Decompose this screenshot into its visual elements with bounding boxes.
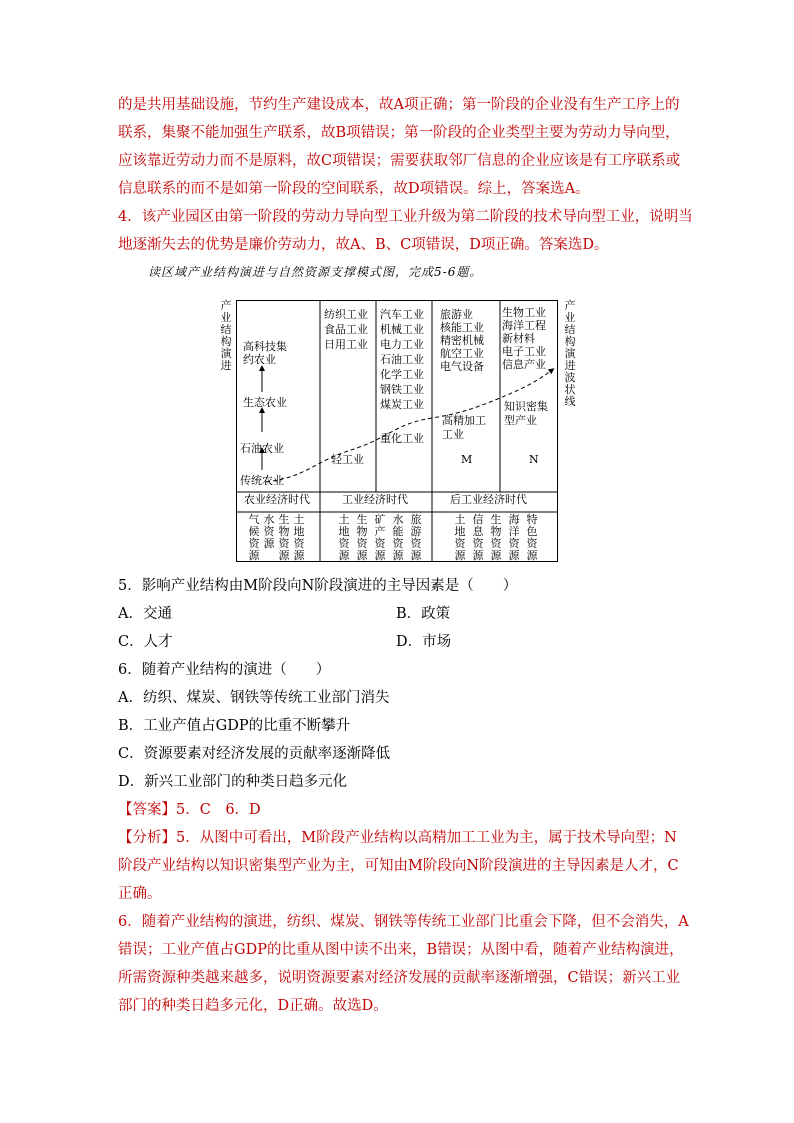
resource-label: 气候资源 bbox=[248, 513, 260, 562]
col4-item: 核能工业 bbox=[440, 321, 484, 334]
paragraph-line: 应该靠近劳动力而不是原料，故C项错误；需要获取邻厂信息的企业应该是有工序联系或 bbox=[118, 153, 681, 169]
analysis-line: 错误；工业产值占GDP的比重从图中读不出来，B错误；从图中看，随着产业结构演进， bbox=[118, 942, 684, 958]
col5-mid: 型产业 bbox=[504, 414, 537, 427]
analysis-label: 【分析】 bbox=[118, 830, 176, 846]
q6-stem: 6．随着产业结构的演进（ ） bbox=[118, 662, 331, 678]
col5-letter: N bbox=[529, 453, 539, 466]
era-label: 农业经济时代 bbox=[244, 493, 310, 506]
answer-label: 【答案】 bbox=[118, 802, 176, 818]
resource-label: 水能资源 bbox=[392, 513, 404, 562]
resource-label: 生物资源 bbox=[356, 513, 368, 562]
col2-item: 日用工业 bbox=[324, 338, 368, 351]
col3-bottom: 重化工业 bbox=[380, 432, 424, 445]
col4-item: 旅游业 bbox=[440, 308, 473, 321]
q5-option-a: A．交通 bbox=[118, 606, 172, 622]
answer-text: 5．C 6．D bbox=[176, 802, 261, 818]
resource-label: 土地资源 bbox=[338, 513, 350, 562]
resource-label: 海洋资源 bbox=[508, 513, 520, 562]
q6-option-a: A．纺织、煤炭、钢铁等传统工业部门消失 bbox=[118, 690, 390, 706]
resource-label: 土地资源 bbox=[454, 513, 466, 562]
left-axis-label: 产业结构演进 bbox=[220, 299, 232, 372]
era-label: 工业经济时代 bbox=[342, 493, 408, 506]
col4-item: 精密机械 bbox=[440, 334, 484, 347]
q4-line: 4．该产业园区由第一阶段的劳动力导向型工业升级为第二阶段的技术导向型工业，说明当 bbox=[118, 209, 693, 225]
q6-option-d: D．新兴工业部门的种类日趋多元化 bbox=[118, 774, 348, 790]
resource-label: 特色资源 bbox=[526, 513, 538, 562]
col5-item: 海洋工程 bbox=[502, 319, 546, 332]
col2-item: 食品工业 bbox=[324, 323, 368, 336]
q5-stem: 5．影响产业结构由M阶段向N阶段演进的主导因素是（ ） bbox=[118, 578, 518, 594]
col3-item: 化学工业 bbox=[380, 368, 424, 381]
col2-bottom: 轻工业 bbox=[331, 453, 364, 466]
col5-item: 新材料 bbox=[502, 332, 535, 345]
resource-label: 土地资源 bbox=[293, 513, 305, 562]
resource-label: 旅游资源 bbox=[410, 513, 422, 562]
col4-mid: 高精加工 bbox=[442, 414, 486, 427]
analysis-line bbox=[118, 828, 677, 848]
resource-label: 矿产资源 bbox=[374, 513, 386, 562]
analysis-line: 6．随着产业结构的演进，纺织、煤炭、钢铁等传统工业部门比重会下降，但不会消失，A bbox=[118, 914, 689, 930]
col3-item: 钢铁工业 bbox=[380, 383, 424, 396]
analysis-line: 部门的种类日趋多元化，D正确。故选D。 bbox=[118, 998, 388, 1014]
col3-item: 汽车工业 bbox=[380, 308, 424, 321]
agri-item: 传统农业 bbox=[240, 474, 284, 487]
col4-item: 电气设备 bbox=[440, 360, 484, 373]
analysis-text: 5．从图中可看出，M阶段产业结构以高精加工工业为主，属于技术导向型；N bbox=[176, 830, 677, 846]
answer-line bbox=[118, 800, 261, 820]
industry-structure-figure bbox=[218, 296, 578, 566]
q6-option-c: C．资源要素对经济发展的贡献率逐渐降低 bbox=[118, 746, 391, 762]
col5-item: 生物工业 bbox=[502, 306, 546, 319]
agri-item: 约农业 bbox=[243, 353, 276, 366]
q5-option-d: D．市场 bbox=[396, 634, 452, 650]
q5-option-c: C．人才 bbox=[118, 634, 173, 650]
resource-label: 生物资源 bbox=[278, 513, 290, 562]
figure-caption: 读区域产业结构演进与自然资源支撑模式图，完成5-6题。 bbox=[148, 265, 483, 279]
analysis-line: 正确。 bbox=[118, 886, 162, 902]
resource-label: 水资源 bbox=[263, 513, 275, 550]
col3-item: 煤炭工业 bbox=[380, 398, 424, 411]
col4-mid: 工业 bbox=[442, 428, 464, 441]
col5-item: 电子工业 bbox=[502, 345, 546, 358]
col4-letter: M bbox=[461, 453, 473, 466]
era-label: 后工业经济时代 bbox=[450, 493, 527, 506]
agri-item: 生态农业 bbox=[243, 396, 287, 409]
q6-option-b: B．工业产值占GDP的比重不断攀升 bbox=[118, 718, 351, 734]
col5-mid: 知识密集 bbox=[504, 400, 548, 413]
col4-item: 航空工业 bbox=[440, 347, 484, 360]
col3-item: 电力工业 bbox=[380, 338, 424, 351]
analysis-line: 阶段产业结构以知识密集型产业为主，可知由M阶段向N阶段演进的主导因素是人才，C bbox=[118, 858, 679, 874]
q5-option-b: B．政策 bbox=[396, 606, 451, 622]
paragraph-line: 的是共用基础设施，节约生产建设成本，故A项正确；第一阶段的企业没有生产工序上的 bbox=[118, 97, 680, 113]
analysis-line: 所需资源种类越来越多，说明资源要素对经济发展的贡献率逐渐增强，C错误；新兴工业 bbox=[118, 970, 681, 986]
right-axis-label: 产业结构演进波状线 bbox=[564, 299, 576, 408]
paragraph-line: 信息联系的而不是如第一阶段的空间联系，故D项错误。综上，答案选A。 bbox=[118, 181, 590, 197]
agri-item: 高科技集 bbox=[243, 340, 287, 353]
col3-item: 石油工业 bbox=[380, 353, 424, 366]
q4-line: 地逐渐失去的优势是廉价劳动力，故A、B、C项错误，D项正确。答案选D。 bbox=[118, 237, 609, 253]
paragraph-line: 联系，集聚不能加强生产联系，故B项错误；第一阶段的企业类型主要为劳动力导向型， bbox=[118, 125, 680, 141]
resource-label: 信息资源 bbox=[472, 513, 484, 562]
resource-label: 生物资源 bbox=[490, 513, 502, 562]
col5-item: 信息产业 bbox=[502, 358, 546, 371]
col3-item: 机械工业 bbox=[380, 323, 424, 336]
agri-item: 石油农业 bbox=[240, 442, 284, 455]
col2-item: 纺织工业 bbox=[324, 308, 368, 321]
